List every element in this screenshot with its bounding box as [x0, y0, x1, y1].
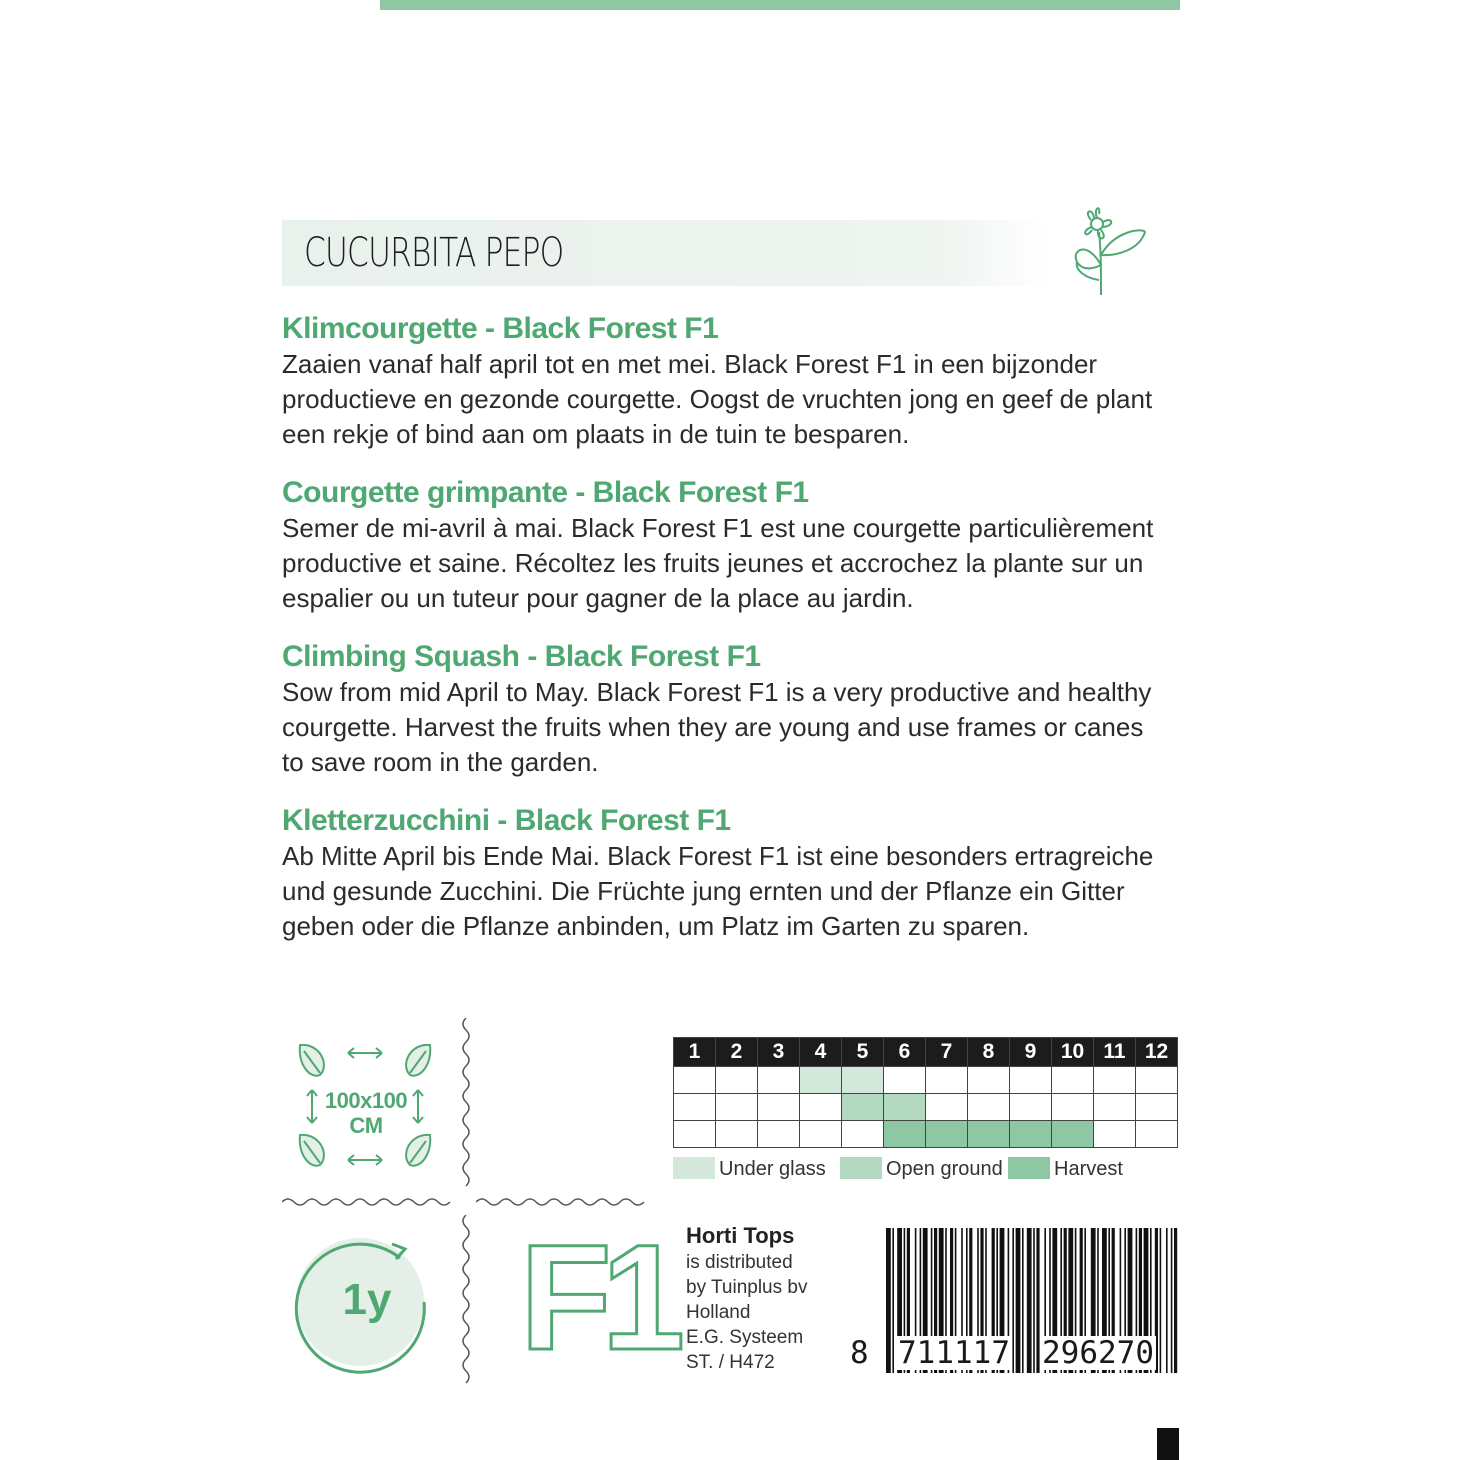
- barcode-bar: [1174, 1228, 1177, 1373]
- calendar-cell: [800, 1067, 842, 1094]
- barcode-bar: [1012, 1228, 1014, 1373]
- calendar-month-4: 4: [800, 1038, 842, 1067]
- calendar-cell: [800, 1121, 842, 1148]
- barcode-bar: [1033, 1228, 1035, 1373]
- calendar-cell: [1136, 1121, 1178, 1148]
- registration-mark: [1157, 1428, 1179, 1460]
- legend-swatch: [1008, 1157, 1050, 1179]
- barcode-bar: [886, 1228, 891, 1373]
- calendar-cell: [1052, 1094, 1094, 1121]
- calendar-cell: [1052, 1121, 1094, 1148]
- body-line: Ab Mitte April bis Ende Mai. Black Forest F1 ist eine besonders ertragreiche: [282, 841, 1154, 871]
- brand-name: Horti Tops: [686, 1223, 795, 1248]
- body-line: productieve en gezonde courgette. Oogst de vruchten jong en geef de plant: [282, 384, 1153, 414]
- calendar-month-12: 12: [1136, 1038, 1178, 1067]
- section-english: [282, 639, 1180, 780]
- section-body: [282, 675, 1180, 780]
- barcode-bar: [1022, 1228, 1024, 1373]
- distributor-info: [686, 1223, 807, 1375]
- top-color-bar: [380, 0, 1180, 10]
- calendar-cell: [1052, 1067, 1094, 1094]
- distributor-line: ST. / H472: [686, 1352, 775, 1373]
- distributor-line: is distributed: [686, 1252, 793, 1273]
- calendar-cell: [758, 1067, 800, 1094]
- body-line: Sow from mid April to May. Black Forest F1 is a very productive and healthy: [282, 677, 1152, 707]
- distributor-line: Holland: [686, 1302, 751, 1323]
- spacing-value: 100x100: [324, 1088, 408, 1113]
- calendar-cell: [716, 1121, 758, 1148]
- calendar-cell: [842, 1121, 884, 1148]
- barcode-bar: [1166, 1228, 1168, 1373]
- barcode-bar: [1171, 1228, 1173, 1373]
- calendar-cell: [968, 1067, 1010, 1094]
- legend-swatch: [840, 1157, 882, 1179]
- barcode-first-digit: 8: [850, 1335, 869, 1371]
- body-line: courgette. Harvest the fruits when they are young and use frames or canes: [282, 712, 1144, 742]
- calendar-row-under-glass: [674, 1067, 1178, 1094]
- section-title: Kletterzucchini - Black Forest F1: [282, 804, 731, 837]
- calendar-cell: [884, 1121, 926, 1148]
- calendar-cell: [1136, 1094, 1178, 1121]
- calendar-cell: [1094, 1121, 1136, 1148]
- calendar-month-1: 1: [674, 1038, 716, 1067]
- body-line: to save room in the garden.: [282, 747, 599, 777]
- calendar-row-open-ground: [674, 1094, 1178, 1121]
- calendar-cell: [758, 1094, 800, 1121]
- barcode-bar: [1027, 1228, 1032, 1373]
- legend-label: Harvest: [1054, 1158, 1123, 1180]
- legend-label: Open ground: [886, 1158, 1003, 1180]
- latin-name: CUCURBITA PEPO: [304, 230, 564, 276]
- calendar-month-7: 7: [926, 1038, 968, 1067]
- body-line: een rekje of bind aan om plaats in de tuin te besparen.: [282, 419, 910, 449]
- lifecycle-label: 1y: [342, 1275, 392, 1324]
- calendar-cell: [1136, 1067, 1178, 1094]
- barcode-bar: [1160, 1228, 1162, 1373]
- body-line: geben oder die Pflanze anbinden, um Platz im Garten zu sparen.: [282, 911, 1030, 941]
- calendar-cell: [1094, 1067, 1136, 1094]
- wavy-divider-horizontal: [476, 1195, 650, 1209]
- wavy-divider-horizontal: [282, 1195, 454, 1209]
- calendar-cell: [800, 1094, 842, 1121]
- body-line: productive et saine. Récoltez les fruits jeunes et accrochez la plante sur un: [282, 548, 1144, 578]
- body-line: Zaaien vanaf half april tot en met mei. Black Forest F1 in een bijzonder: [282, 349, 1098, 379]
- calendar-month-3: 3: [758, 1038, 800, 1067]
- section-title: Courgette grimpante - Black Forest F1: [282, 476, 809, 509]
- wavy-divider-vertical: [458, 1215, 474, 1390]
- calendar-cell: [968, 1094, 1010, 1121]
- section-dutch: [282, 311, 1180, 452]
- calendar-cell: [926, 1094, 968, 1121]
- calendar-cell: [968, 1121, 1010, 1148]
- section-french: [282, 475, 1180, 616]
- barcode-right-digits: 296270: [1042, 1335, 1154, 1371]
- legend-under-glass: [673, 1157, 826, 1181]
- legend-swatch: [673, 1157, 715, 1179]
- flower-icon: [1065, 200, 1155, 300]
- calendar-cell: [884, 1094, 926, 1121]
- distributor-line: E.G. Systeem: [686, 1327, 804, 1348]
- calendar-cell: [842, 1067, 884, 1094]
- spacing-unit: CM: [349, 1113, 383, 1138]
- calendar-cell: [674, 1067, 716, 1094]
- section-body: [282, 839, 1180, 944]
- calendar-month-2: 2: [716, 1038, 758, 1067]
- calendar-cell: [1094, 1094, 1136, 1121]
- section-german: [282, 803, 1180, 944]
- calendar-row-harvest: [674, 1121, 1178, 1148]
- calendar-cell: [1010, 1121, 1052, 1148]
- calendar-month-5: 5: [842, 1038, 884, 1067]
- calendar-cell: [1010, 1067, 1052, 1094]
- sowing-calendar: [673, 1037, 1178, 1148]
- barcode-bar: [892, 1228, 894, 1373]
- legend-label: Under glass: [719, 1158, 826, 1180]
- body-line: Semer de mi-avril à mai. Black Forest F1 est une courgette particulièrement: [282, 513, 1154, 543]
- section-title: Klimcourgette - Black Forest F1: [282, 312, 719, 345]
- legend-open-ground: [840, 1157, 1003, 1181]
- calendar-cell: [674, 1094, 716, 1121]
- body-line: und gesunde Zucchini. Die Früchte jung ernten und der Pflanze ein Gitter: [282, 876, 1125, 906]
- calendar-cell: [716, 1094, 758, 1121]
- calendar-cell: [758, 1121, 800, 1148]
- spacing-label: [322, 1088, 410, 1138]
- wavy-divider-vertical: [458, 1018, 474, 1193]
- barcode-left-digits: 711117: [898, 1335, 1010, 1371]
- calendar-cell: [1010, 1094, 1052, 1121]
- latin-name-banner: [282, 220, 1050, 286]
- calendar-month-6: 6: [884, 1038, 926, 1067]
- distributor-line: by Tuinplus bv: [686, 1277, 808, 1298]
- calendar-month-8: 8: [968, 1038, 1010, 1067]
- legend-harvest: [1008, 1157, 1123, 1181]
- section-body: [282, 347, 1180, 452]
- body-line: espalier ou un tuteur pour gagner de la place au jardin.: [282, 583, 914, 613]
- calendar-cell: [842, 1094, 884, 1121]
- barcode-bar: [1016, 1228, 1021, 1373]
- calendar-month-10: 10: [1052, 1038, 1094, 1067]
- calendar-cell: [926, 1121, 968, 1148]
- calendar-cell: [926, 1067, 968, 1094]
- calendar-cell: [884, 1067, 926, 1094]
- f1-hybrid-icon: F1: [520, 1213, 676, 1381]
- section-body: [282, 511, 1180, 616]
- calendar-cell: [716, 1067, 758, 1094]
- calendar-month-9: 9: [1010, 1038, 1052, 1067]
- section-title: Climbing Squash - Black Forest F1: [282, 640, 761, 673]
- calendar-month-11: 11: [1094, 1038, 1136, 1067]
- calendar-cell: [674, 1121, 716, 1148]
